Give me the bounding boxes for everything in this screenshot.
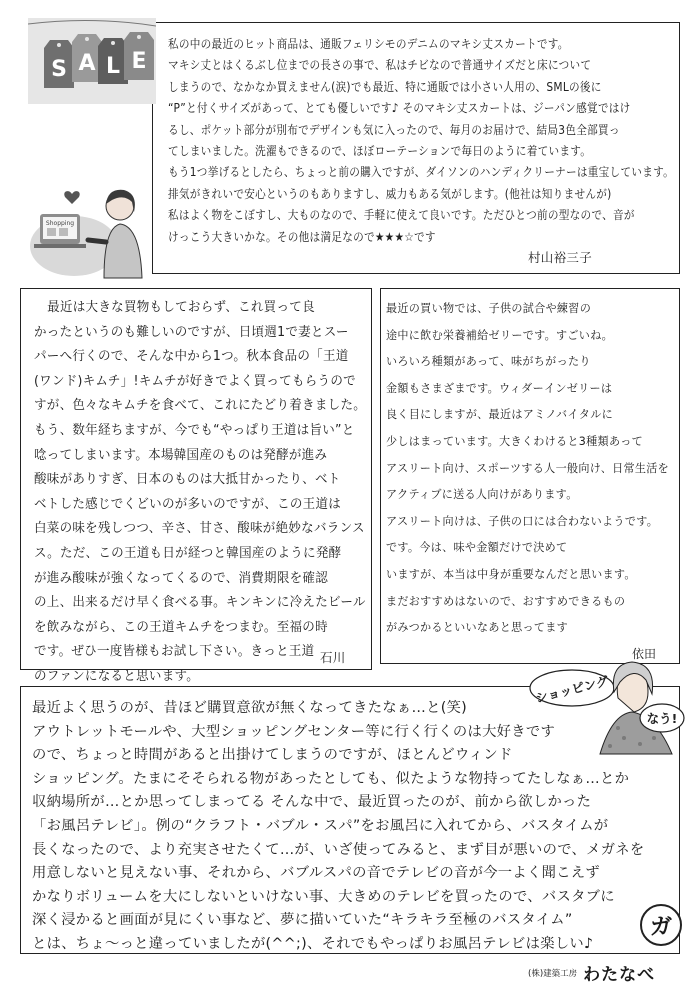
mid-right-line: がみつかるといいなあと思ってます bbox=[386, 621, 569, 635]
top-line: 私の中の最近のヒット商品は、通販フェリシモのデニムのマキシ丈スカートです。 bbox=[168, 37, 569, 51]
bottom-line: 深く浸かると画面が見にくい事など、夢に描いていた“キラキラ至極のバスタイム” bbox=[32, 912, 573, 929]
top-article-text bbox=[168, 34, 700, 248]
bottom-line: ので、ちょっと時間があると出掛けてしまうのですが、ほとんどウィンド bbox=[32, 747, 513, 764]
initial-stamp-text: ガ bbox=[649, 914, 672, 940]
top-line: マキシ丈とはくるぶし位までの長さの事で、私はチビなので普通サイズだと床について bbox=[168, 58, 592, 73]
bottom-line: 「お風呂テレビ」。例の“クラフト・バブル・スパ”をお風呂に入れてから、バスタイムが bbox=[32, 817, 609, 834]
mid-left-line: です。ぜひ一度皆様もお試し下さい。きっと王道 bbox=[34, 644, 315, 660]
sale-letter-e: E bbox=[131, 49, 147, 74]
bottom-line: とは、ちょ～っと違っていましたが(^^;)、それでもやっぱりお風呂テレビは楽しい♪ bbox=[32, 935, 594, 952]
bottom-line: 長くなったので、より充実させたくて…が、いざ使ってみると、まず目が悪いので、メガネを bbox=[32, 841, 645, 858]
bottom-line: 用意しないと見えない事、それから、バブルスパの音でテレビの音が今一よく聞こえず bbox=[32, 865, 600, 882]
top-line: てしまいました。洗濯もできるので、ほぼローテーションで毎日のように着ています。 bbox=[168, 144, 592, 159]
company-prefix: (株)建築工房 bbox=[528, 968, 578, 979]
mid-right-line: です。今は、味や金額だけで決めて bbox=[386, 541, 568, 555]
top-line: 私はよく物をこぼすし、大ものなので、手軽に使えて良いです。ただひとつ前の型なので、音が bbox=[168, 208, 635, 223]
company-main-name: わたなべ bbox=[583, 965, 656, 985]
initial-stamp-badge bbox=[640, 904, 682, 946]
top-line: けっこう大きいかな。その他は満足なので★★★☆です bbox=[168, 229, 436, 244]
bubble-nau-text: なう! bbox=[646, 711, 678, 726]
mid-left-line: 唸ってしまいます。本場韓国産のものは発酵が進み bbox=[34, 447, 328, 463]
mid-left-line: パーへ行くので、そんな中から1つ。秋本食品の「王道 bbox=[34, 349, 349, 365]
mid-left-line: もう、数年経ちますが、今でも“やっぱり王道は旨い”と bbox=[34, 422, 355, 438]
mid-left-line: (ワンド)キムチ」!キムチが好きでよく買ってもらうので bbox=[34, 373, 356, 389]
mid-left-line: ベトした感じでくどいのが多いのですが、この王道は bbox=[34, 496, 342, 512]
mid-left-line: ス。ただ、この王道も日が経つと韓国産のように発酵 bbox=[34, 545, 342, 561]
bubble-shopping-text: ショッピング bbox=[533, 673, 610, 706]
top-line: るし、ポケット部分が別布でデザインも気に入ったので、毎月のお届けで、結局3色全部買っ bbox=[168, 122, 620, 137]
mid-left-line: のファンになると思います。 bbox=[34, 668, 200, 684]
sale-letter-s: S bbox=[51, 57, 67, 82]
top-line: 排気がきれいで安心というのもありますし、威力もある気がします。(他社は知りませんが) bbox=[168, 186, 612, 201]
bottom-line: 最近よく思うのが、昔ほど購買意欲が無くなってきたなぁ…と(笑) bbox=[32, 700, 468, 716]
mid-right-line: アスリート向けは、子供の口には合わないようです。 bbox=[386, 514, 659, 528]
online-shopping-illustration bbox=[28, 180, 158, 280]
sale-tags-illustration bbox=[28, 18, 156, 104]
mid-left-line: を飲みながら、この王道キムチをつまむ。至福の時 bbox=[34, 619, 328, 635]
mid-right-line: まだおすすめはないので、おすすめできるもの bbox=[386, 594, 626, 608]
middle-left-signature: 石川 bbox=[320, 650, 346, 665]
sale-tag-a bbox=[72, 34, 102, 82]
sale-tag-s bbox=[44, 40, 74, 88]
mid-right-line: 金額もさまざまです。ウィダーインゼリーは bbox=[386, 381, 613, 395]
author-note-text: 依田 bbox=[631, 647, 657, 661]
mid-left-line: 白菜の味を残しつつ、辛さ、甘さ、酸味が絶妙なバランス bbox=[34, 521, 365, 537]
shopping-now-illustration bbox=[526, 634, 686, 770]
sale-letter-l: L bbox=[105, 54, 121, 79]
mid-left-line: の上、出来るだけ早く食べる事。キンキンに冷えたビール bbox=[34, 595, 366, 611]
sale-tag-e bbox=[124, 32, 154, 80]
mid-right-line: いろいろ種類があって、味がちがったり bbox=[386, 355, 591, 369]
top-line: もう1つ挙げるとしたら、ちょっと前の購入ですが、ダイソンのハンディクリーナーは重宝しています。 bbox=[168, 165, 675, 180]
mid-left-line: すが、色々なキムチを食べて、これにたどり着きました。 bbox=[34, 398, 367, 414]
sale-tag-l bbox=[98, 38, 128, 84]
mid-left-line: 酸味がありすぎ、日本のものは大抵甘かったり、ベト bbox=[34, 472, 341, 488]
mid-right-line: 最近の買い物では、子供の試合や練習の bbox=[386, 302, 592, 315]
bottom-line: かなりボリュームを大にしないといけない事、大きめのテレビを買ったので、バスタブに bbox=[32, 888, 615, 905]
bottom-line: 収納場所が…とか思ってしまってる そんな中で、最近買ったのが、前から欲しかった bbox=[32, 794, 592, 811]
mid-right-line: いますが、本当は中身が重要なんだと思います。 bbox=[386, 567, 636, 581]
top-line: しまうので、なかなか買えません(涙)でも最近、特に通販では小さい人用の、SMLの後に bbox=[168, 79, 602, 94]
top-line: “P”と付くサイズがあって、とても優しいです♪ そのマキシ丈スカートは、ジーパン感覚ではけ bbox=[168, 101, 631, 116]
shopping-screen-label: Shopping bbox=[45, 220, 75, 227]
sale-letter-a: A bbox=[78, 51, 96, 76]
bottom-line: ショッピング。たまにそそられる物があったとしても、似たような物持ってたしなぁ…とか bbox=[32, 770, 630, 787]
mid-right-line: 良く目にしますが、最近はアミノバイタルに bbox=[386, 408, 613, 422]
company-name bbox=[528, 960, 655, 985]
mid-left-line: かったというのも難しいのですが、日頃週1で妻とスー bbox=[34, 324, 349, 340]
mid-left-line: が進み酸味が強くなってくるので、消費期限を確認 bbox=[34, 570, 329, 586]
mid-right-line: 少しはまっています。大きくわけると3種類あって bbox=[386, 434, 644, 448]
mid-right-line: 途中に飲む栄養補給ゼリーです。すごいね。 bbox=[386, 328, 613, 342]
mid-right-line: アスリート向け、スポーツする人一般向け、日常生活を bbox=[386, 461, 670, 475]
heart-icon bbox=[64, 191, 79, 204]
middle-right-article-text bbox=[386, 296, 669, 642]
top-signature: 村山裕三子 bbox=[528, 250, 593, 265]
mid-left-line: 最近は大きな買物もしておらず、これ買って良 bbox=[47, 300, 315, 315]
bottom-line: アウトレットモールや、大型ショッピングセンター等に行く行くのは大好きです bbox=[32, 723, 556, 740]
mid-right-line: アクティブに送る人向けがあります。 bbox=[386, 488, 578, 502]
middle-left-article-text bbox=[34, 296, 387, 690]
